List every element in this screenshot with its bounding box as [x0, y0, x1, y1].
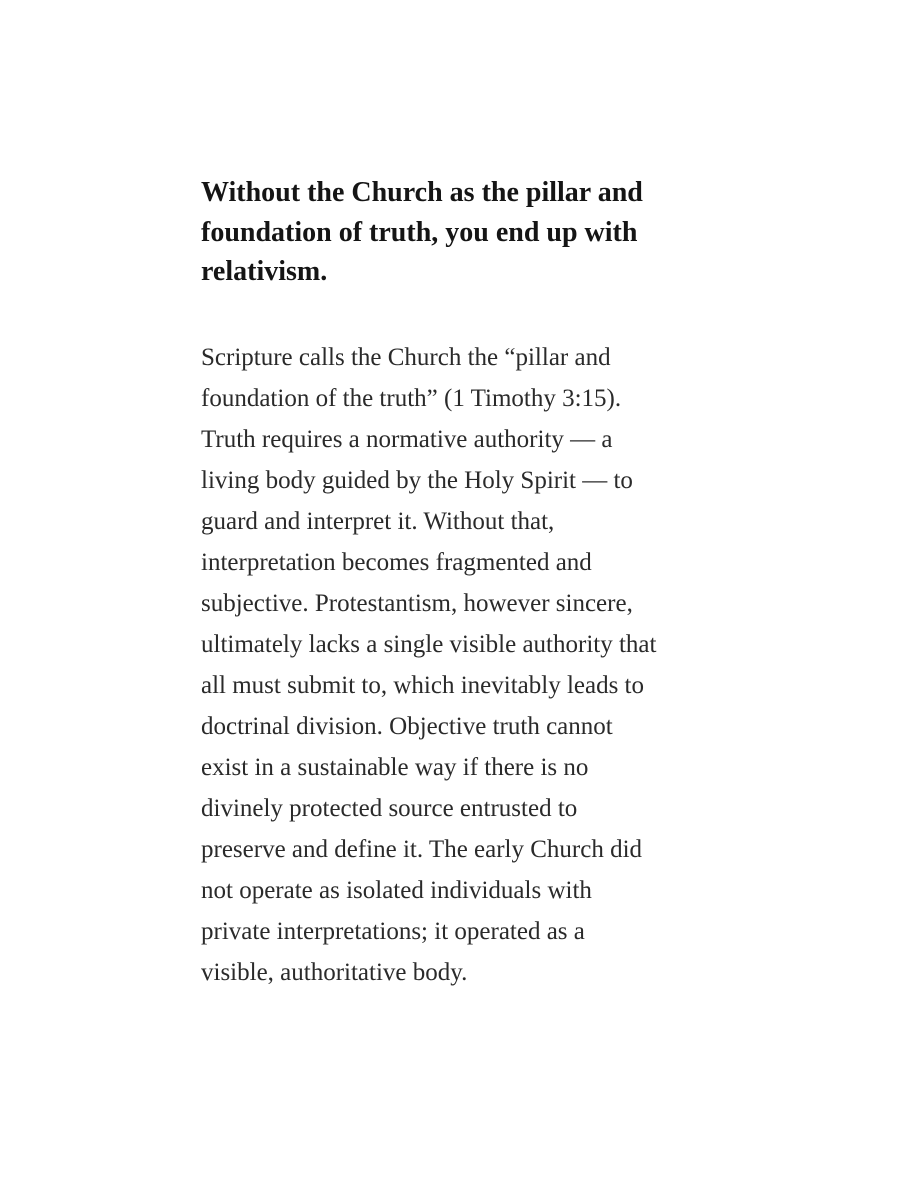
body-line: Scripture calls the Church the “pillar and	[201, 344, 611, 371]
body-line: visible, authoritative body.	[201, 959, 468, 986]
body-line: not operate as isolated individuals with	[201, 877, 592, 904]
body-line: guard and interpret it. Without that,	[201, 508, 555, 535]
body-line: private interpretations; it operated as a	[201, 918, 585, 945]
body-line: living body guided by the Holy Spirit — to	[201, 467, 633, 494]
body-line: interpretation becomes fragmented and	[201, 549, 592, 576]
body-line: subjective. Protestantism, however sincere,	[201, 590, 633, 617]
section-heading	[201, 173, 721, 292]
body-paragraph	[201, 337, 721, 993]
heading-line: relativism.	[201, 256, 328, 287]
heading-line: foundation of truth, you end up with	[201, 216, 638, 248]
body-line: preserve and define it. The early Church did	[201, 836, 643, 863]
heading-line: Without the Church as the pillar and	[201, 177, 643, 208]
body-line: doctrinal division. Objective truth cannot	[201, 713, 613, 740]
body-line: foundation of the truth” (1 Timothy 3:15).	[201, 385, 622, 412]
body-line: ultimately lacks a single visible authority that	[201, 631, 657, 658]
body-line: divinely protected source entrusted to	[201, 795, 578, 822]
body-line: exist in a sustainable way if there is no	[201, 754, 589, 781]
body-line: Truth requires a normative authority — a	[201, 426, 613, 453]
body-line: all must submit to, which inevitably leads to	[201, 672, 645, 699]
